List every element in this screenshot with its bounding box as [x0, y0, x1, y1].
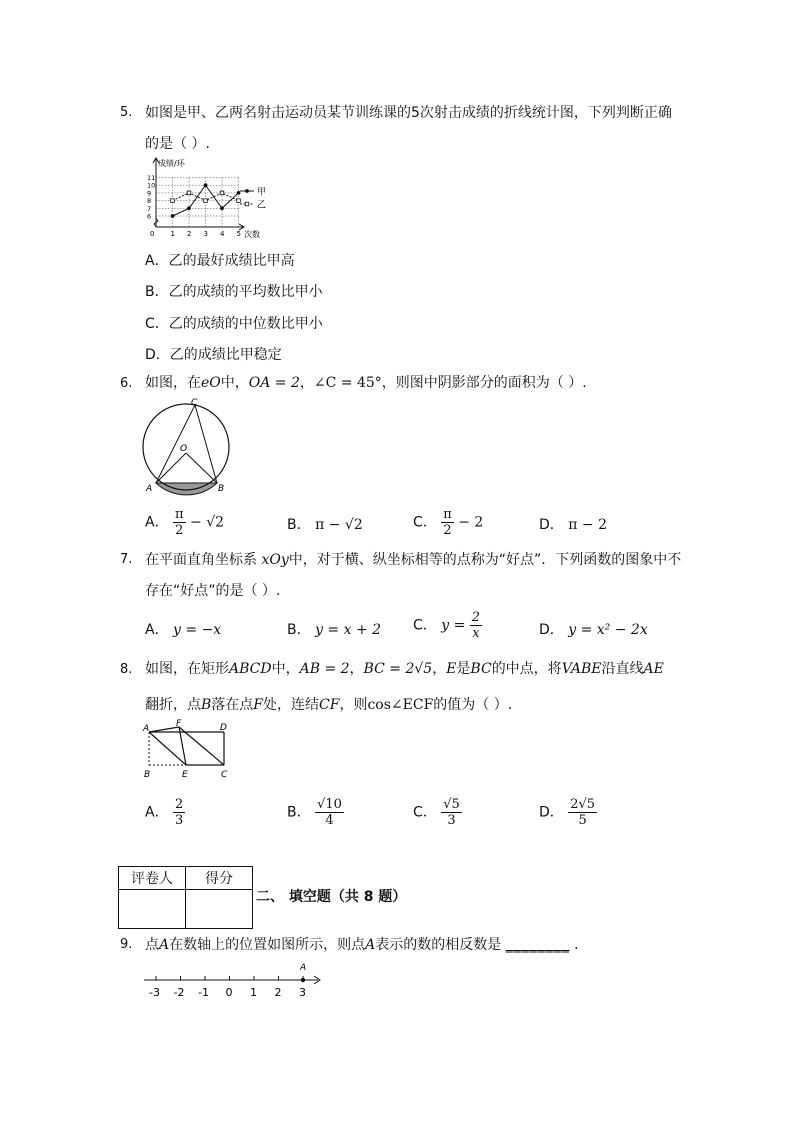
- tick-label: 0: [225, 986, 233, 999]
- fraction: [441, 507, 454, 538]
- denominator: 3: [447, 813, 456, 828]
- option-label: C．: [413, 514, 437, 531]
- option-label: B．: [145, 284, 169, 300]
- fraction: [470, 610, 482, 641]
- option-label: B．: [287, 622, 311, 638]
- question-6-number: 6.: [120, 376, 133, 391]
- point-a-label: A: [300, 963, 307, 973]
- point-a: [301, 978, 305, 982]
- fraction: [441, 797, 462, 828]
- question-5-number: 5.: [120, 105, 133, 120]
- q7-text-pre: 在平面直角坐标系: [145, 552, 257, 568]
- q7-option-b[interactable]: [287, 619, 381, 639]
- option-expression: π − 2: [568, 517, 607, 533]
- t: ，: [349, 661, 364, 677]
- option-label: C．: [413, 804, 437, 821]
- chord-ca: [156, 405, 195, 483]
- q6-circle-figure: [138, 396, 238, 496]
- option-label: A．: [145, 622, 169, 638]
- y-tick-label: 8: [147, 197, 152, 206]
- q8-rectangle-figure: [140, 718, 240, 783]
- q6-text-mid: 中，: [220, 375, 249, 391]
- m: ABCD: [229, 661, 272, 677]
- tick-label: 2: [274, 986, 282, 999]
- denominator: 2: [443, 523, 452, 538]
- denominator: x: [472, 626, 480, 641]
- grader-header: 评卷人: [119, 867, 186, 890]
- option-label: D．: [539, 622, 564, 638]
- option-text: 乙的成绩的平均数比甲小: [168, 284, 323, 300]
- question-5-text: 如图是甲、乙两名射击运动员某节训练课的5次射击成绩的折线统计图，下列判断正确: [145, 105, 672, 121]
- label-a: A: [143, 724, 150, 734]
- data-point-yi: [237, 199, 241, 203]
- option-label: A．: [145, 253, 169, 269]
- option-label: D．: [539, 517, 564, 533]
- x-tick-label: 3: [203, 230, 208, 238]
- fraction: [568, 797, 597, 828]
- option-label: D．: [539, 804, 564, 821]
- q6-comma: ，: [299, 375, 314, 391]
- question-7-text: [145, 551, 681, 569]
- t: 中，: [271, 661, 300, 677]
- option-text: 乙的成绩比甲稳定: [169, 347, 282, 363]
- question-8-number: 8.: [120, 662, 133, 677]
- numerator: 2: [471, 610, 481, 625]
- segment-af: [149, 727, 179, 732]
- q6-angle-c: ∠C = 45°: [313, 375, 382, 391]
- option-label: B．: [287, 517, 311, 533]
- t: 沿直线: [601, 661, 644, 677]
- t: 是: [456, 661, 471, 677]
- numerator: 2√5: [570, 797, 596, 812]
- y-tick-label: 10: [147, 181, 156, 190]
- q6-circle-symbol: eO: [201, 375, 221, 391]
- q8-option-c[interactable]: [413, 797, 462, 828]
- m: B: [201, 697, 212, 713]
- data-point-jia: [237, 191, 241, 195]
- label-b: B: [144, 770, 151, 780]
- t: ，则: [339, 697, 368, 713]
- numerator: π: [443, 507, 452, 522]
- m: CF: [319, 697, 340, 713]
- label-a: A: [146, 484, 153, 494]
- denominator: 4: [325, 813, 334, 828]
- m: A: [365, 937, 376, 953]
- chart-ylabel: 成绩/环: [158, 159, 185, 168]
- x-tick-label: 5: [236, 230, 241, 238]
- legend-label-yi: 乙: [257, 200, 267, 211]
- q6-option-b[interactable]: [287, 514, 363, 534]
- numerator: 2: [175, 797, 184, 812]
- t: ．: [574, 937, 589, 953]
- data-point-yi: [204, 199, 208, 203]
- question-8-text: [145, 660, 664, 678]
- option-label: A．: [145, 514, 169, 531]
- legend-label-jia: 甲: [257, 187, 267, 198]
- tick-label: -1: [198, 986, 209, 999]
- q7-option-d[interactable]: [539, 619, 648, 639]
- option-label: C．: [145, 316, 169, 332]
- y-tick-label: 11: [147, 174, 156, 182]
- q7-option-a[interactable]: [145, 619, 221, 639]
- q6-text-pre: 如图，在: [145, 375, 201, 391]
- data-point-yi: [171, 199, 175, 203]
- q7-option-c[interactable]: [413, 610, 482, 641]
- question-5-text-cont: 的是（ ）.: [145, 136, 210, 152]
- x-tick-label: 4: [220, 230, 225, 238]
- option-label: C．: [413, 617, 437, 634]
- q5-option-a[interactable]: [145, 250, 295, 270]
- x-tick-label: 1: [170, 230, 175, 238]
- m: E: [446, 661, 457, 677]
- label-c: C: [191, 398, 198, 408]
- q6-option-d[interactable]: [539, 514, 607, 534]
- option-expression: y =: [441, 617, 466, 634]
- chord-cb: [195, 405, 217, 483]
- question-9-number: 9.: [120, 937, 133, 952]
- y-tick-label: 7: [147, 204, 152, 213]
- m: AE: [643, 661, 664, 677]
- label-d: D: [220, 723, 227, 733]
- q7-text-post: 中，对于横、纵坐标相等的点称为“好点”．下列函数的图象中不: [288, 552, 682, 568]
- question-8-text-cont: [145, 696, 512, 714]
- y-tick-label: 6: [147, 212, 152, 221]
- section-2-title: 二、 填空题（共 8 题）: [256, 889, 407, 905]
- t: 处，连结: [263, 697, 320, 713]
- option-expression: − 2: [458, 514, 484, 531]
- t: 落在点: [211, 697, 254, 713]
- q9-number-line: [140, 958, 330, 1003]
- label-o: O: [180, 444, 188, 454]
- q5-line-chart: [140, 155, 280, 240]
- question-7-number: 7.: [120, 552, 133, 567]
- m: BC = 2√5: [363, 661, 433, 677]
- grader-cell[interactable]: [119, 890, 186, 929]
- answer-blank[interactable]: ________: [505, 937, 570, 953]
- label-e: E: [182, 770, 188, 780]
- label-c: C: [221, 770, 228, 780]
- option-expression: y = −x: [173, 622, 222, 638]
- y-tick-label: 9: [147, 189, 152, 198]
- t: 如图，在矩形: [145, 661, 229, 677]
- tick-label: 3: [299, 986, 306, 999]
- score-header: 得分: [186, 867, 253, 890]
- chart-xlabel: 次数: [244, 230, 260, 239]
- m: cos∠ECF: [367, 697, 434, 713]
- m: VABE: [561, 661, 602, 677]
- t: 的值为（ ）.: [433, 697, 513, 713]
- t: 翻折，点: [145, 697, 201, 713]
- tick-label: -2: [173, 986, 185, 999]
- tick-label: 1: [250, 986, 257, 999]
- q6-oa: OA = 2: [248, 375, 300, 391]
- q5-option-c[interactable]: [145, 313, 323, 333]
- m: A: [159, 937, 170, 953]
- q6-option-c[interactable]: [413, 507, 483, 538]
- t: ，: [432, 661, 447, 677]
- score-cell[interactable]: [186, 890, 253, 929]
- option-expression: y = x² − 2x: [568, 622, 648, 638]
- grader-score-table: [118, 866, 253, 929]
- m: BC: [470, 661, 492, 677]
- numerator: π: [175, 507, 184, 522]
- denominator: 3: [175, 813, 184, 828]
- fraction: [315, 797, 344, 828]
- q8-option-b[interactable]: [287, 797, 344, 828]
- legend-marker-jia: [245, 189, 249, 193]
- q8-option-a[interactable]: [145, 797, 185, 828]
- data-point-jia: [220, 206, 224, 210]
- m: F: [253, 697, 264, 713]
- option-label: A．: [145, 804, 169, 821]
- denominator: 2: [175, 523, 184, 538]
- data-point-yi: [220, 191, 224, 195]
- question-9-text: [145, 936, 588, 954]
- label-b: B: [218, 484, 225, 494]
- option-text: 乙的成绩的中位数比甲小: [168, 316, 323, 332]
- x-tick-label: 2: [187, 230, 192, 238]
- fraction: [173, 797, 185, 828]
- option-text: 乙的最好成绩比甲高: [168, 253, 295, 269]
- data-point-jia: [187, 206, 191, 210]
- numerator: √5: [443, 797, 460, 812]
- t: 在数轴上的位置如图所示，则点: [169, 937, 366, 953]
- data-point-jia: [204, 183, 208, 187]
- q7-xoy: xOy: [261, 552, 289, 568]
- t: 点: [145, 937, 159, 953]
- t: 表示的数的相反数是: [375, 937, 502, 953]
- option-label: D．: [145, 347, 170, 363]
- data-point-jia: [171, 214, 175, 218]
- q5-option-d[interactable]: [145, 344, 282, 364]
- question-6-text: [145, 374, 587, 392]
- numerator: √10: [317, 797, 342, 812]
- tick-label: -3: [149, 986, 160, 999]
- q6-option-a[interactable]: [145, 507, 224, 538]
- segment-fc: [179, 727, 224, 765]
- denominator: 5: [578, 813, 587, 828]
- m: AB = 2: [299, 661, 350, 677]
- data-point-yi: [187, 191, 191, 195]
- q6-text-post: ，则图中阴影部分的面积为（ ）.: [381, 375, 587, 391]
- x-tick-label: 0: [150, 230, 155, 238]
- t: 的中点，将: [491, 661, 562, 677]
- option-label: B．: [287, 804, 311, 821]
- fraction: [173, 507, 186, 538]
- question-7-text-cont: 存在“好点”的是（ ）.: [145, 583, 281, 599]
- q8-option-d[interactable]: [539, 797, 597, 828]
- q5-option-b[interactable]: [145, 281, 323, 301]
- radius-oa: [156, 453, 186, 483]
- label-f: F: [176, 719, 182, 729]
- legend-marker-yi: [245, 202, 249, 206]
- option-expression: y = x + 2: [315, 622, 382, 638]
- option-expression: π − √2: [315, 517, 363, 533]
- option-expression: − √2: [190, 514, 225, 531]
